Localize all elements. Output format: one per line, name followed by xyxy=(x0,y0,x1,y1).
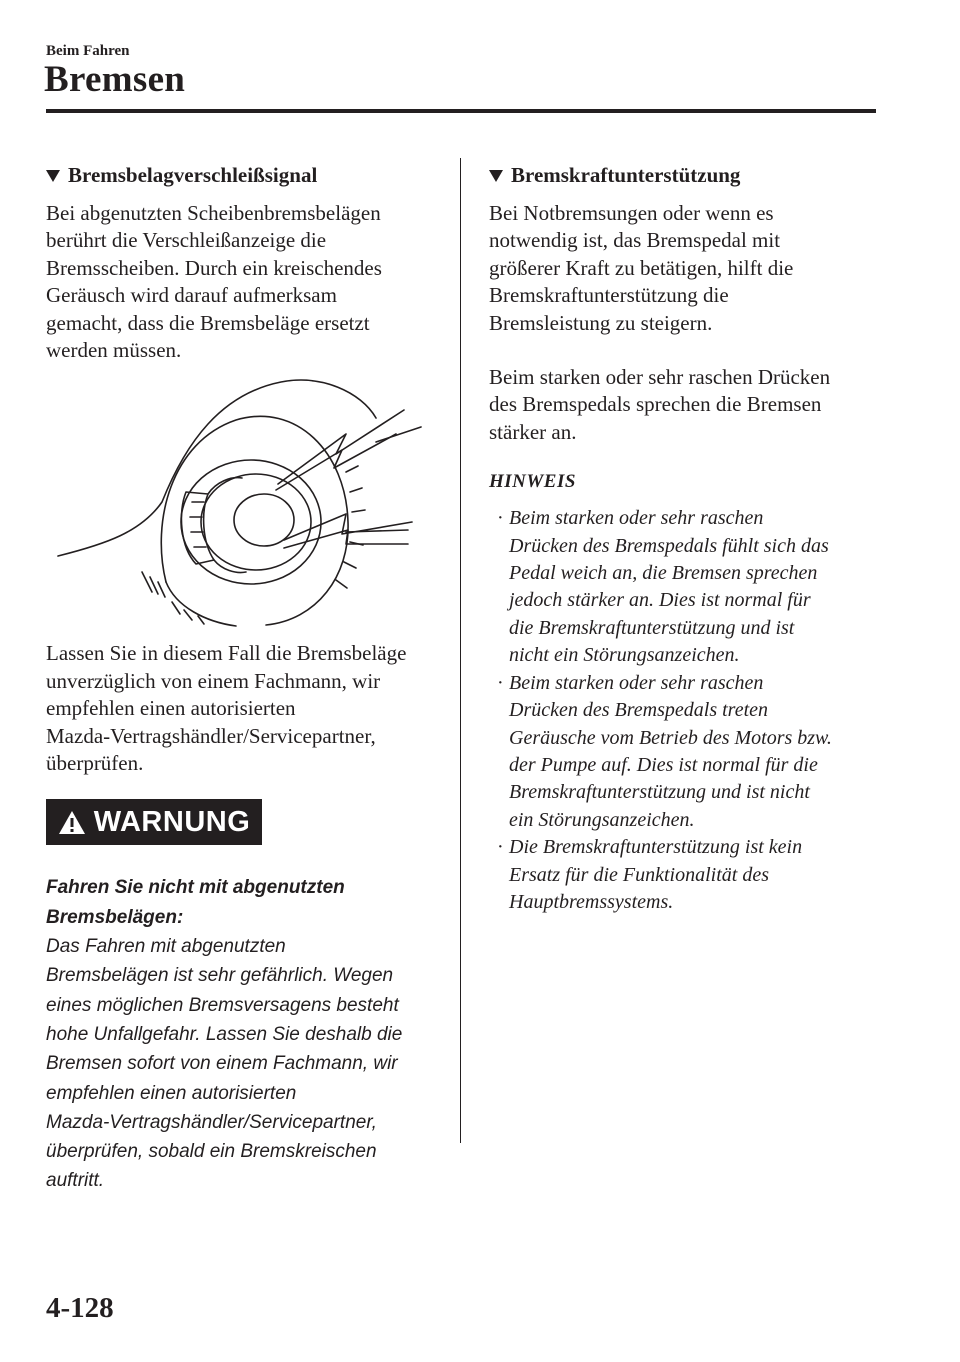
note-line: Beim starken oder sehr raschen xyxy=(509,671,764,694)
text-line: Bei abgenutzten Scheibenbremsbelägen xyxy=(46,201,381,225)
text-line: Bremsscheiben. Durch ein kreischendes xyxy=(46,255,382,280)
page-number: 4-128 xyxy=(46,1292,114,1324)
note-item xyxy=(489,505,889,669)
text-line: gemacht, dass die Bremsbeläge ersetzt xyxy=(46,310,370,335)
note-line: ein Störungsanzeichen. xyxy=(509,808,695,831)
warning-line: Bremsbelägen ist sehr gefährlich. Wegen xyxy=(46,965,394,987)
warning-line: hohe Unfallgefahr. Lassen Sie deshalb die xyxy=(46,1023,403,1045)
note-line: nicht ein Störungsanzeichen. xyxy=(509,644,740,667)
text-line: empfehlen einen autorisierten xyxy=(46,696,296,721)
intro-paragraph xyxy=(46,200,446,364)
note-line: Beim starken oder sehr raschen xyxy=(509,507,764,530)
text-line: Bremskraftunterstützung die xyxy=(489,283,729,308)
text-line: Bei Notbremsungen oder wenn es xyxy=(489,201,774,225)
text-line: notwendig ist, das Bremspedal mit xyxy=(489,228,781,253)
warning-text xyxy=(46,873,446,1195)
exclamation-triangle-icon xyxy=(58,810,86,835)
warning-line: auftritt. xyxy=(46,1170,105,1192)
bullet-dot-icon: · xyxy=(497,836,504,859)
warning-line: eines möglichen Bremsversagens besteht xyxy=(46,994,399,1016)
warning-badge xyxy=(46,799,262,845)
bullet-dot-icon: · xyxy=(497,507,504,530)
section-label: Beim Fahren xyxy=(46,43,130,59)
text-line: Geräusch wird darauf aufmerksam xyxy=(46,283,337,308)
warning-line: Bremsen sofort von einem Fachmann, wir xyxy=(46,1053,398,1075)
note-line: die Bremskraftunterstützung und ist xyxy=(509,616,795,639)
triangle-down-icon xyxy=(489,170,503,182)
triangle-down-icon xyxy=(46,170,60,182)
warning-head-line: Fahren Sie nicht mit abgenutzten xyxy=(46,877,345,899)
note-list xyxy=(489,505,889,916)
title-rule xyxy=(46,109,876,113)
note-line: Bremskraftunterstützung und ist nicht xyxy=(509,781,810,804)
note-line: jedoch stärker an. Dies ist normal für xyxy=(509,589,811,612)
text-line: stärker an. xyxy=(489,419,577,444)
note-line: Geräusche vom Betrieb des Motors bzw. xyxy=(509,726,832,749)
advice-paragraph xyxy=(46,640,446,777)
right-column xyxy=(489,158,889,916)
left-column xyxy=(46,158,446,1196)
note-line: Ersatz für die Funktionalität des xyxy=(509,863,769,886)
text-line: Beim starken oder sehr raschen Drücken xyxy=(489,365,831,390)
note-line: Die Bremskraftunterstützung ist kein xyxy=(509,836,803,859)
note-line: Hauptbremssystems. xyxy=(509,890,674,913)
text-line: unverzüglich von einem Fachmann, wir xyxy=(46,668,381,693)
warning-head-line: Bremsbelägen: xyxy=(46,906,184,928)
note-line: Drücken des Bremspedals treten xyxy=(509,699,769,722)
text-line: berührt die Verschleißanzeige die xyxy=(46,228,327,253)
text-line: Lassen Sie in diesem Fall die Bremsbeläge xyxy=(46,641,407,666)
text-line: des Bremspedals sprechen die Bremsen xyxy=(489,392,822,417)
heading-brake-wear-signal xyxy=(46,158,446,192)
warning-line: Mazda-Vertragshändler/Servicepartner, xyxy=(46,1111,377,1133)
warning-label: WARNUNG xyxy=(93,805,251,838)
text-line: Bremsleistung zu steigern. xyxy=(489,310,713,335)
warning-line: empfehlen einen autorisierten xyxy=(46,1082,297,1104)
note-line: der Pumpe auf. Dies ist normal für die xyxy=(509,753,818,776)
column-divider xyxy=(460,158,461,1143)
text-line: größerer Kraft zu betätigen, hilft die xyxy=(489,255,794,280)
note-item xyxy=(489,670,889,834)
note-item xyxy=(489,834,889,916)
heading-brake-assist xyxy=(489,158,889,192)
brake-assist-paragraph-2 xyxy=(489,364,889,446)
warning-line: Das Fahren mit abgenutzten xyxy=(46,936,286,958)
text-line: Mazda-Vertragshändler/Servicepartner, xyxy=(46,723,376,748)
text-line: werden müssen. xyxy=(46,338,182,363)
note-label: HINWEIS xyxy=(489,471,576,493)
warning-line: überprüfen, sobald ein Bremskreischen xyxy=(46,1141,377,1163)
heading-text: Bremskraftunterstützung xyxy=(511,163,741,187)
brake-assist-paragraph-1 xyxy=(489,200,889,337)
note-line: Pedal weich an, die Bremsen sprechen xyxy=(509,562,818,585)
heading-text: Bremsbelagverschleißsignal xyxy=(68,163,318,187)
bullet-dot-icon: · xyxy=(497,671,504,694)
note-line: Drücken des Bremspedals fühlt sich das xyxy=(509,534,829,557)
brake-disc-illustration xyxy=(46,372,446,627)
text-line: überprüfen. xyxy=(46,751,144,776)
page-title: Bremsen xyxy=(44,59,186,100)
